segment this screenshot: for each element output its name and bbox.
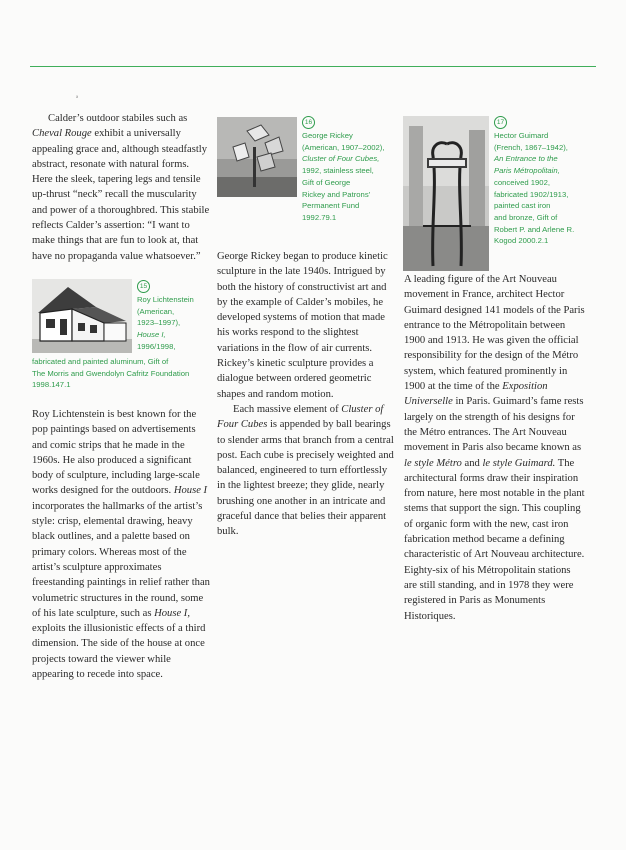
- caption-line: (American, 1907–2002),: [302, 142, 385, 152]
- rickey-paragraph-1: George Rickey began to produce kinetic sculpture in the late 1940s. Intrigued by both the history of constructivist art and by the example of Calder’s mobiles, he developed systems of motion that made his works respond to the slightest variations in the flow of air currents. Rickey’s kinetic sculpture provides a dialogue between ordered geometric shapes and random motion.: [217, 251, 388, 400]
- artwork-title: Cluster of Four Cubes: [217, 403, 384, 431]
- text-run: in Paris. Guimard’s fame rests largely on the strength of his designs for the Métro entrances. The Art Nouveau movement in Paris also became known as: [404, 396, 584, 454]
- style-name: le style Guimard.: [482, 457, 556, 469]
- artwork-title: House I: [173, 485, 208, 497]
- artwork-title: Cheval Rouge: [32, 128, 92, 140]
- caption-line: 1998.147.1: [32, 380, 71, 390]
- metro-entrance-photo: [403, 116, 489, 271]
- figure-number-badge: 15: [137, 280, 150, 293]
- caption-line: Permanent Fund: [302, 201, 360, 211]
- lichtenstein-paragraph: [32, 407, 212, 682]
- caption-line: 1992, stainless steel,: [302, 166, 374, 176]
- caption-line: Hector Guimard: [494, 131, 549, 140]
- caption-line: Paris Métropolitain,: [494, 166, 560, 176]
- artwork-title: House I,: [154, 607, 190, 619]
- rickey-paragraph-2: [217, 402, 397, 540]
- text-run: exhibit a universally appealing grace and, although steadfastly abstract, resonate with natural forms. Here the sleek, tapering legs and tensile up-thrust “neck” recall the muscularity and power of a thoroughbred. This stabile reflects Calder’s assertion: “I want to make things that are fun to look at, that have no propaganda value whatsoever.”: [32, 128, 210, 262]
- caption-line: 1992.79.1: [302, 212, 337, 222]
- text-run: Each massive element of: [233, 403, 342, 415]
- text-run: exploits the illusionistic effects of a third dimension. The side of the house at once projects toward the viewer while appearing to recede into space.: [32, 623, 206, 681]
- caption-line: painted cast iron: [494, 201, 551, 211]
- caption-15-credit: [32, 356, 189, 391]
- text-run: The architectural forms draw their inspiration from nature, here most notable in the plant stems that support the sign. This coupling of organic form with the new, cast iron fabrication method became a defining characteristic of Art Nouveau architecture. Eighty-six of his Métropolitain stations are still standing, and in 1978 they were registered in Paris as Monuments Historiques.: [404, 457, 585, 622]
- caption-line: An Entrance to the: [494, 154, 558, 164]
- figure-number-badge: 16: [302, 116, 315, 129]
- exhibition-title: Exposition Universelle: [404, 381, 548, 408]
- caption-line: and bronze, Gift of: [494, 212, 558, 222]
- text-run: incorporates the hallmarks of the artist’s style: crisp, elemental drawing, heavy black outlines, and a palette based on primary colors. Whereas most of the artist’s sculpture approximates freestanding paintings in relief rather than volumetric structures in the round, some of his late sculpture, such as: [32, 500, 210, 619]
- house-i-photo: [32, 279, 132, 353]
- calder-paragraph: [32, 111, 210, 264]
- caption-line: Roy Lichtenstein: [137, 295, 194, 304]
- caption-16: [302, 116, 384, 224]
- caption-line: Gift of George: [302, 177, 351, 187]
- guimard-paragraph: [404, 272, 586, 624]
- caption-line: Kogod 2000.2.1: [494, 236, 549, 246]
- caption-line: (American,: [137, 306, 175, 316]
- figure-number-badge: 17: [494, 116, 507, 129]
- caption-line: George Rickey: [302, 131, 353, 140]
- caption-line: Robert P. and Arlene R.: [494, 224, 575, 234]
- caption-line: The Morris and Gwendolyn Cafritz Foundation: [32, 368, 190, 378]
- caption-line: House I,: [137, 330, 166, 340]
- rickey-paragraphs: [217, 249, 397, 540]
- top-divider: [30, 66, 596, 67]
- text-run: and: [461, 457, 483, 469]
- caption-line: conceived 1902,: [494, 177, 550, 187]
- caption-line: fabricated and painted aluminum, Gift of: [32, 357, 169, 366]
- text-run: Calder’s outdoor stabiles such as: [48, 113, 188, 124]
- text-run: is appended by ball bearings to slender arms that branch from a central post. Each cube is precisely weighted and balanced, engineered to turn effortlessly in the lightest breeze; they glide, nearly brushing one another in an intricate and graceful dance that belies their apparent bulk.: [217, 419, 394, 538]
- caption-line: Rickey and Patrons’: [302, 189, 371, 199]
- text-run: Roy Lichtenstein is best known for the pop paintings based on advertisements and comic strips that he made in the 1960s. He also produced a significant body of sculpture, including large-scale works designed for the outdoors.: [32, 409, 200, 497]
- caption-17: [494, 116, 574, 247]
- style-name: le style Métro: [404, 457, 462, 469]
- cluster-of-four-cubes-photo: [217, 117, 297, 197]
- caption-line: Cluster of Four Cubes,: [302, 154, 380, 164]
- text-run: A leading figure of the Art Nouveau movement in France, architect Hector Guimard designed 141 models of the Paris entrance to the Métropolitain between 1900 and 1913. He was given the official responsibility for the design of the Métro system, which featured prominently in 1900 at the time of the: [404, 274, 585, 393]
- caption-line: 1923–1997),: [137, 318, 181, 328]
- caption-line: 1996/1998,: [137, 341, 176, 351]
- caption-line: fabricated 1902/1913,: [494, 189, 569, 199]
- caption-line: (French, 1867–1942),: [494, 142, 568, 152]
- caption-15: [137, 280, 194, 353]
